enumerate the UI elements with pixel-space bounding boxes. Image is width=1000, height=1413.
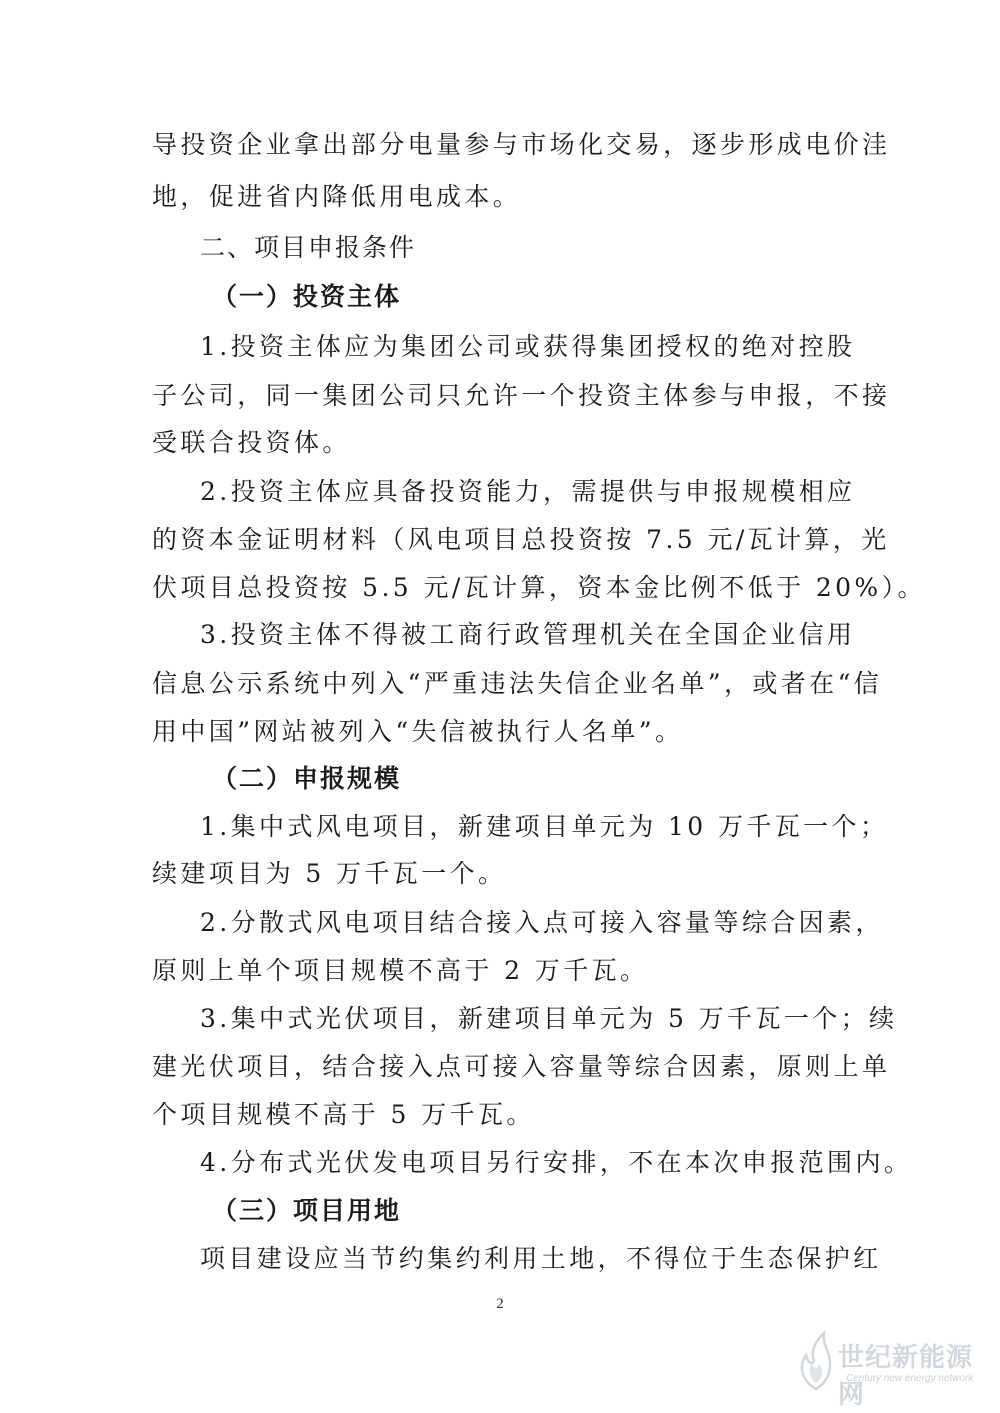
body-line: 项目建设应当节约集约利用土地，不得位于生态保护红 <box>200 1244 882 1273</box>
body-line: 的资本金证明材料（风电项目总投资按 7.5 元/瓦计算，光 <box>152 525 890 554</box>
body-line: 4.分布式光伏发电项目另行安排，不在本次申报范围内。 <box>200 1148 913 1177</box>
body-line: 1.集中式风电项目，新建项目单元为 10 万千瓦一个； <box>200 812 889 841</box>
site-watermark <box>780 1331 980 1410</box>
subsection-heading: （三）项目用地 <box>212 1196 402 1225</box>
section-heading: 二、项目申报条件 <box>200 233 417 262</box>
page-number: 2 <box>496 1296 504 1312</box>
body-line: 3.投资主体不得被工商行政管理机关在全国企业信用 <box>200 620 856 649</box>
flame-logo-icon <box>794 1331 838 1391</box>
watermark-title: 世纪新能源网 <box>838 1343 974 1410</box>
body-line: 2.投资主体应具备投资能力，需提供与申报规模相应 <box>200 477 856 506</box>
body-line: 地，促进省内降低用电成本。 <box>152 182 522 211</box>
subsection-heading: （二）申报规模 <box>212 764 402 793</box>
body-line: 受联合投资体。 <box>152 428 351 457</box>
subsection-heading: （一）投资主体 <box>212 282 402 311</box>
body-line: 3.集中式光伏项目，新建项目单元为 5 万千瓦一个；续 <box>200 1004 898 1033</box>
body-line: 导投资企业拿出部分电量参与市场化交易，逐步形成电价洼 <box>152 130 891 159</box>
body-line: 1.投资主体应为集团公司或获得集团授权的绝对控股 <box>200 332 856 361</box>
body-line: 建光伏项目，结合接入点可接入容量等综合因素，原则上单 <box>152 1052 891 1081</box>
body-line: 伏项目总投资按 5.5 元/瓦计算，资本金比例不低于 20%）。 <box>152 573 926 602</box>
body-line: 原则上单个项目规模不高于 2 万千瓦。 <box>152 956 649 985</box>
body-line: 信息公示系统中列入“严重违法失信企业名单”，或者在“信 <box>152 669 883 698</box>
body-line: 用中国”网站被列入“失信被执行人名单”。 <box>152 717 684 746</box>
body-line: 2.分散式风电项目结合接入点可接入容量等综合因素， <box>200 908 884 937</box>
body-line: 个项目规模不高于 5 万千瓦。 <box>152 1100 535 1129</box>
watermark-subtitle: Century new energy network <box>846 1373 974 1384</box>
body-line: 子公司，同一集团公司只允许一个投资主体参与申报，不接 <box>152 381 891 410</box>
body-line: 续建项目为 5 万千瓦一个。 <box>152 859 507 888</box>
